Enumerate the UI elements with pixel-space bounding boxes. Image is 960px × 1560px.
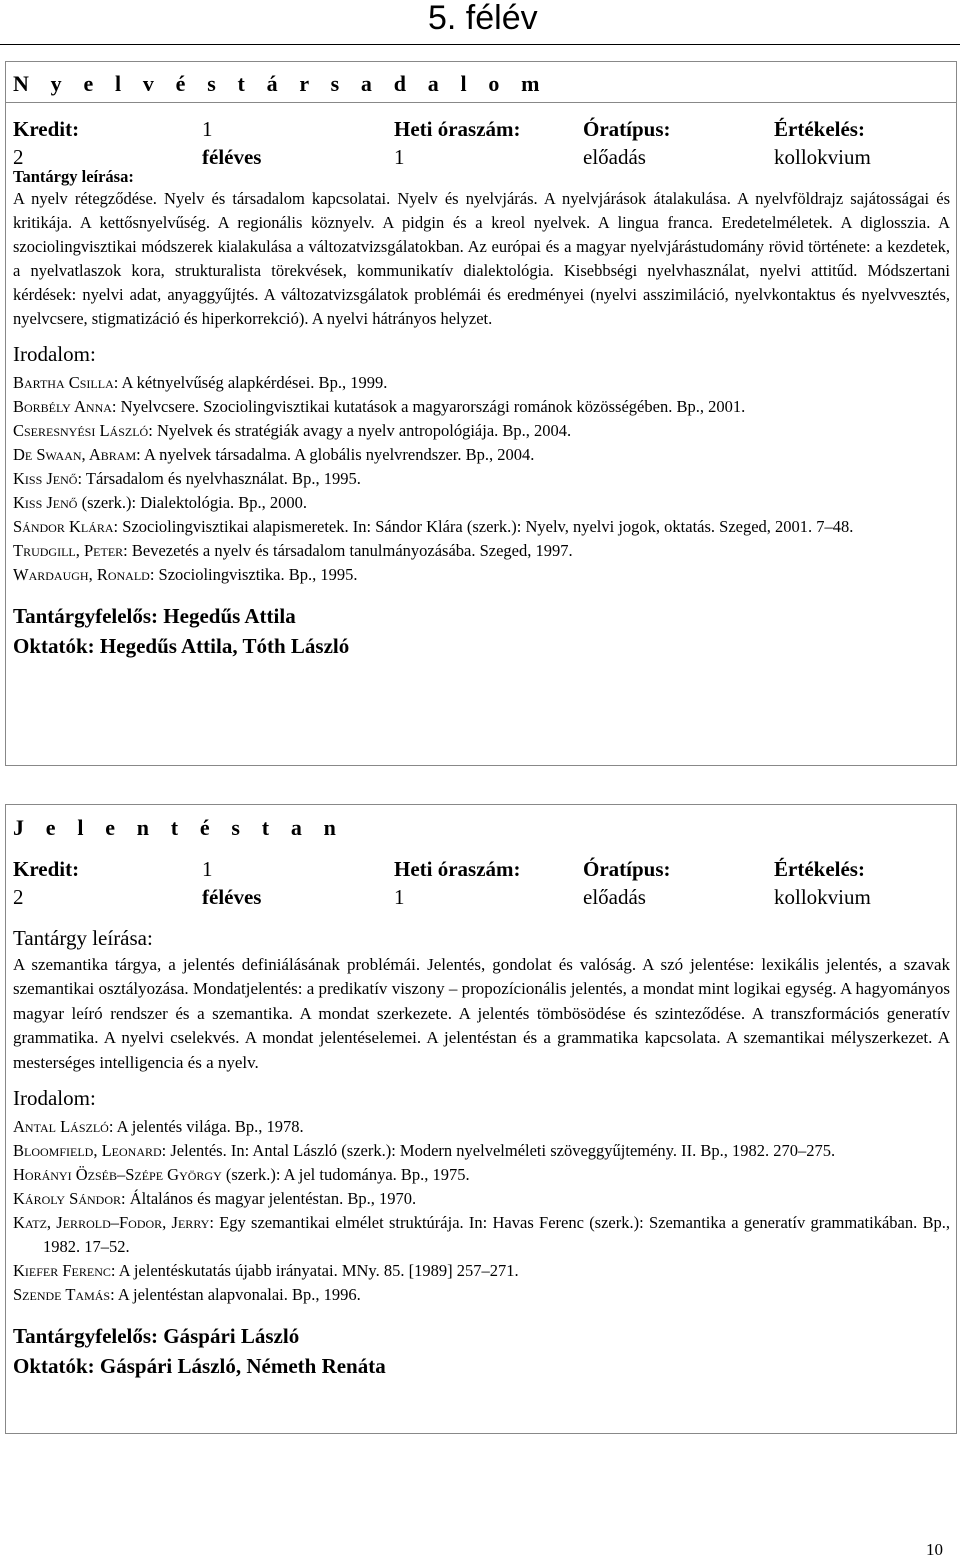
hours-label: Heti óraszám:	[394, 857, 521, 881]
course-description: A szemantika tárgya, a jelentés definiálásának problémái. Jelentés, gondolat és valóság. A szó jelentése: lexikális jelentés, a szavak szemantikai osztályozása. Mondatjelentés: a predikatív viszony – propozícionális jelentés, a mondat mint logikai egység. A hagyományos magyar leíró rendszer és a szemantika. A mondat szerkezete. A jelentés tömbösödése és szinteződése. A transzformációs generatív grammatika. A nyelvi cselekvés. A mondat jelentéselemei. A jelentéstan és a grammatika kapcsolata. A szemantikai mélyszerkezet. A mesterséges intelligencia és a nyelv.	[13, 955, 950, 1072]
type-cell	[583, 855, 671, 911]
literature-item	[13, 515, 950, 539]
credit-value: 2	[13, 145, 24, 169]
reference-text: Jelentés. In: Antal László (szerk.): Modern nyelvelméleti szöveggyűjtemény. II. Bp., 1982. 270–275.	[166, 1141, 836, 1161]
literature-item	[13, 539, 950, 563]
eval-label: Értékelés:	[774, 117, 865, 141]
reference-text: A kétnyelvűség alapkérdései. Bp., 1999.	[118, 373, 388, 392]
literature-item	[13, 1139, 950, 1163]
reference-text: Egy szemantikai elmélet struktúrája. In: Havas Ferenc (szerk.): Szemantika a generatív grammatikában. Bp., 1982. 17–52.	[43, 1213, 951, 1257]
course-responsible: Tantárgyfelelős: Hegedűs Attila	[13, 604, 296, 628]
course-title: J e l e n t é s t a n	[13, 815, 345, 840]
reference-text: Általános és magyar jelentéstan. Bp., 1970.	[125, 1189, 417, 1209]
eval-value: kollokvium	[774, 885, 871, 909]
reference-text: Szociolingvisztika. Bp., 1995.	[154, 565, 358, 584]
type-label: Óratípus:	[583, 117, 671, 141]
description-label: Tantárgy leírása:	[13, 167, 134, 186]
credit-cell	[13, 115, 79, 171]
credit-label: Kredit:	[13, 857, 80, 881]
course-description: A nyelv rétegződése. Nyelv és társadalom kapcsolatai. Nyelv és nyelvjárás. A nyelvjárások átalakulása. A nyelvföldrajz sajátosságai és kritikája. A kettősnyelvűség. A regionális köznyelv. A pidgin és a kreol nyelvek. A lingua franca. Eredetelméletek. A diglosszia. A szociolingvisztikai módszerek kialakulása a változatvizsgálatokban. Az európai és a magyar nyelvjárástudomány rövid története: a kezdetek, a nyelvatlaszok kora, strukturalista törekvések, kommunikatív dialektológia. Kisebbségi nyelvhasználat, nyelvi attitűd. Módszertani kérdések: nyelvi adat, anyaggyűjtés. A változatvizsgálatok problémái és eredményei (nyelvi asszimiláció, nyelvkontaktus és nyelvvesztés, nyelvcsere, stigmatizáció és hiperkorrekció). A nyelvi hátrányos helyzet.	[13, 189, 950, 328]
course-responsible: Tantárgyfelelős: Gáspári László	[13, 1324, 300, 1349]
course-instructors: Oktatók: Hegedűs Attila, Tóth László	[13, 634, 350, 658]
hours-cell	[394, 855, 521, 911]
literature-item	[13, 563, 950, 587]
page-number: 10	[926, 1540, 943, 1559]
hours-cell	[394, 115, 521, 171]
reference-text: Bevezetés a nyelv és társadalom tanulmányozásába. Szeged, 1997.	[127, 541, 573, 560]
hours-label: Heti óraszám:	[394, 117, 521, 141]
literature-item	[13, 395, 950, 419]
reference-text: A jelentéskutatás újabb irányatai. MNy. 85. [1989] 257–271.	[115, 1261, 519, 1281]
reference-author: De Swaan, Abram:	[13, 445, 141, 464]
eval-cell	[774, 855, 871, 911]
reference-author: Bartha Csilla:	[13, 373, 119, 392]
course-instructors: Oktatók: Gáspári László, Németh Renáta	[13, 1354, 386, 1379]
semester-title: 5. félév	[428, 0, 538, 37]
type-cell	[583, 115, 671, 171]
literature-list	[6, 371, 956, 587]
reference-text: (szerk.): Dialektológia. Bp., 2000.	[77, 493, 308, 512]
literature-label: Irodalom:	[13, 1086, 96, 1111]
course-info-row	[6, 103, 956, 167]
reference-author: Trudgill, Peter:	[13, 541, 128, 560]
literature-item	[13, 1115, 950, 1139]
reference-author: Wardaugh, Ronald:	[13, 565, 155, 584]
course-title: N y e l v é s t á r s a d a l o m	[6, 62, 956, 103]
literature-item	[13, 371, 950, 395]
page-header	[0, 0, 960, 45]
reference-author: Károly Sándor:	[13, 1189, 126, 1209]
term-cell	[202, 115, 261, 171]
type-value: előadás	[583, 145, 646, 169]
reference-text: A jelentéstan alapvonalai. Bp., 1996.	[114, 1285, 361, 1305]
literature-item	[13, 1187, 950, 1211]
eval-cell	[774, 115, 871, 171]
literature-item	[13, 1163, 950, 1187]
literature-item	[13, 1211, 950, 1259]
term-count: 1	[202, 857, 213, 881]
credit-label: Kredit:	[13, 117, 80, 141]
reference-author: Kiefer Ferenc:	[13, 1261, 116, 1281]
reference-author: Sándor Klára:	[13, 517, 119, 536]
term-count: 1	[202, 117, 213, 141]
eval-value: kollokvium	[774, 145, 871, 169]
literature-item	[13, 419, 950, 443]
reference-author: Kiss Jenő:	[13, 469, 83, 488]
reference-text: A nyelvek társadalma. A globális nyelvrendszer. Bp., 2004.	[140, 445, 535, 464]
course-block-jelentestan	[5, 804, 957, 1434]
literature-item	[13, 1283, 950, 1307]
course-block-nyelv-es-tarsadalom	[5, 61, 957, 766]
reference-author: Borbély Anna:	[13, 397, 117, 416]
reference-text: Társadalom és nyelvhasználat. Bp., 1995.	[82, 469, 361, 488]
reference-author: Szende Tamás:	[13, 1285, 115, 1305]
reference-author: Horányi Özséb–Szépe György	[13, 1165, 222, 1185]
hours-value: 1	[394, 145, 405, 169]
reference-text: Szociolingvisztikai alapismeretek. In: Sándor Klára (szerk.): Nyelv, nyelvi jogok, oktatás. Szeged, 2001. 7–48.	[118, 517, 854, 536]
reference-text: (szerk.): A jel tudománya. Bp., 1975.	[221, 1165, 470, 1185]
literature-item	[13, 467, 950, 491]
reference-text: Nyelvcsere. Szociolingvisztikai kutatások a magyarországi románok közösségében. Bp., 2001.	[116, 397, 746, 416]
course-info-row	[6, 849, 956, 909]
description-label: Tantárgy leírása:	[13, 926, 153, 950]
literature-item	[13, 1259, 950, 1283]
term-value: féléves	[202, 885, 262, 909]
reference-author: Kiss Jenő	[13, 493, 78, 512]
literature-item	[13, 443, 950, 467]
reference-text: Nyelvek és stratégiák avagy a nyelv antropológiája. Bp., 2004.	[152, 421, 572, 440]
credit-cell	[13, 855, 79, 911]
credit-value: 2	[13, 885, 24, 909]
type-label: Óratípus:	[583, 857, 671, 881]
reference-text: A jelentés világa. Bp., 1978.	[113, 1117, 304, 1137]
hours-value: 1	[394, 885, 405, 909]
term-cell	[202, 855, 261, 911]
type-value: előadás	[583, 885, 646, 909]
literature-list	[6, 1115, 956, 1307]
reference-author: Cseresnyési László:	[13, 421, 153, 440]
term-value: féléves	[202, 145, 262, 169]
reference-author: Bloomfield, Leonard:	[13, 1141, 167, 1161]
literature-item	[13, 491, 950, 515]
literature-label: Irodalom:	[13, 342, 96, 366]
reference-author: Katz, Jerrold–Fodor, Jerry:	[13, 1213, 214, 1233]
reference-author: Antal László:	[13, 1117, 114, 1137]
eval-label: Értékelés:	[774, 857, 865, 881]
